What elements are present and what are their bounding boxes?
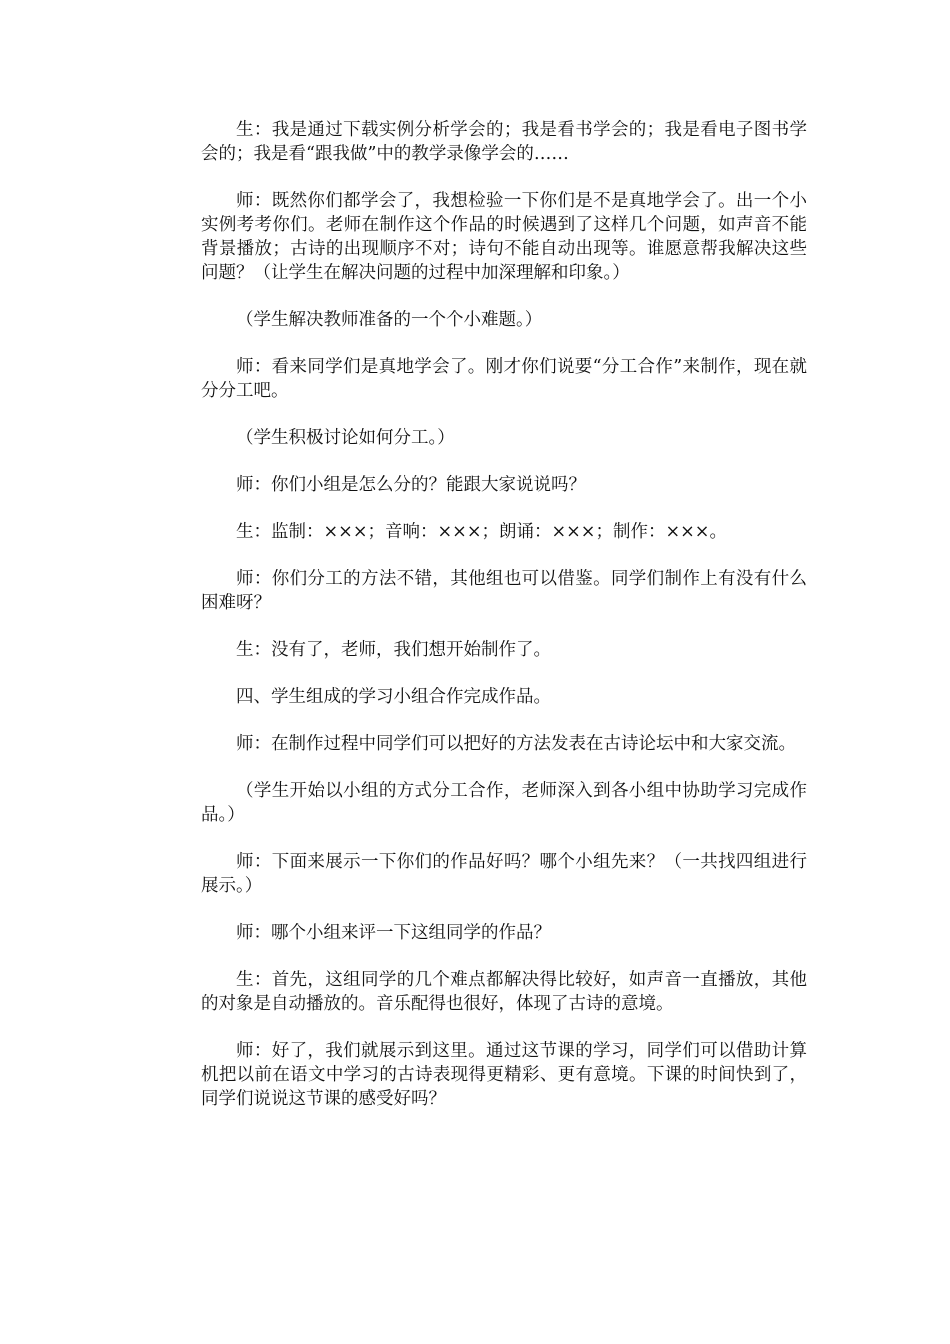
paragraph: 生：首先，这组同学的几个难点都解决得比较好，如声音一直播放，其他的对象是自动播放的。音乐配得也很好，体现了古诗的意境。 bbox=[201, 970, 807, 1014]
document-body bbox=[201, 118, 807, 1134]
paragraph: （学生解决教师准备的一个个小难题。） bbox=[236, 310, 543, 330]
paragraph: 师：你们小组是怎么分的？能跟大家说说吗？ bbox=[236, 475, 586, 495]
paragraph: 师：好了，我们就展示到这里。通过这节课的学习，同学们可以借助计算机把以前在语文中学习的古诗表现得更精彩、更有意境。下课的时间快到了，同学们说说这节课的感受好吗？ bbox=[201, 1041, 807, 1109]
paragraph: 生：我是通过下载实例分析学会的；我是看书学会的；我是看电子图书学会的；我是看“跟我做”中的教学录像学会的…… bbox=[201, 120, 807, 164]
paragraph: 师：你们分工的方法不错，其他组也可以借鉴。同学们制作上有没有什么困难呀？ bbox=[201, 569, 807, 613]
paragraph: （学生积极讨论如何分工。） bbox=[236, 428, 455, 448]
paragraph: 师：在制作过程中同学们可以把好的方法发表在古诗论坛中和大家交流。 bbox=[236, 734, 796, 754]
paragraph: 师：既然你们都学会了，我想检验一下你们是不是真地学会了。出一个小实例考考你们。老师在制作这个作品的时候遇到了这样几个问题，如声音不能背景播放；古诗的出现顺序不对；诗句不能自动出现等。谁愿意帮我解决这些问题？（让学生在解决问题的过程中加深理解和印象。） bbox=[201, 191, 807, 283]
paragraph: 师：下面来展示一下你们的作品好吗？哪个小组先来？（一共找四组进行展示。） bbox=[201, 852, 807, 896]
paragraph: 生：监制：×××；音响：×××；朗诵：×××；制作：×××。 bbox=[236, 522, 727, 542]
paragraph: 师：看来同学们是真地学会了。刚才你们说要“分工合作”来制作，现在就分分工吧。 bbox=[201, 357, 807, 401]
paragraph: 师：哪个小组来评一下这组同学的作品？ bbox=[236, 923, 551, 943]
paragraph: 生：没有了，老师，我们想开始制作了。 bbox=[236, 640, 551, 660]
paragraph: （学生开始以小组的方式分工合作，老师深入到各小组中协助学习完成作品。） bbox=[201, 781, 807, 825]
paragraph: 四、学生组成的学习小组合作完成作品。 bbox=[236, 687, 551, 707]
